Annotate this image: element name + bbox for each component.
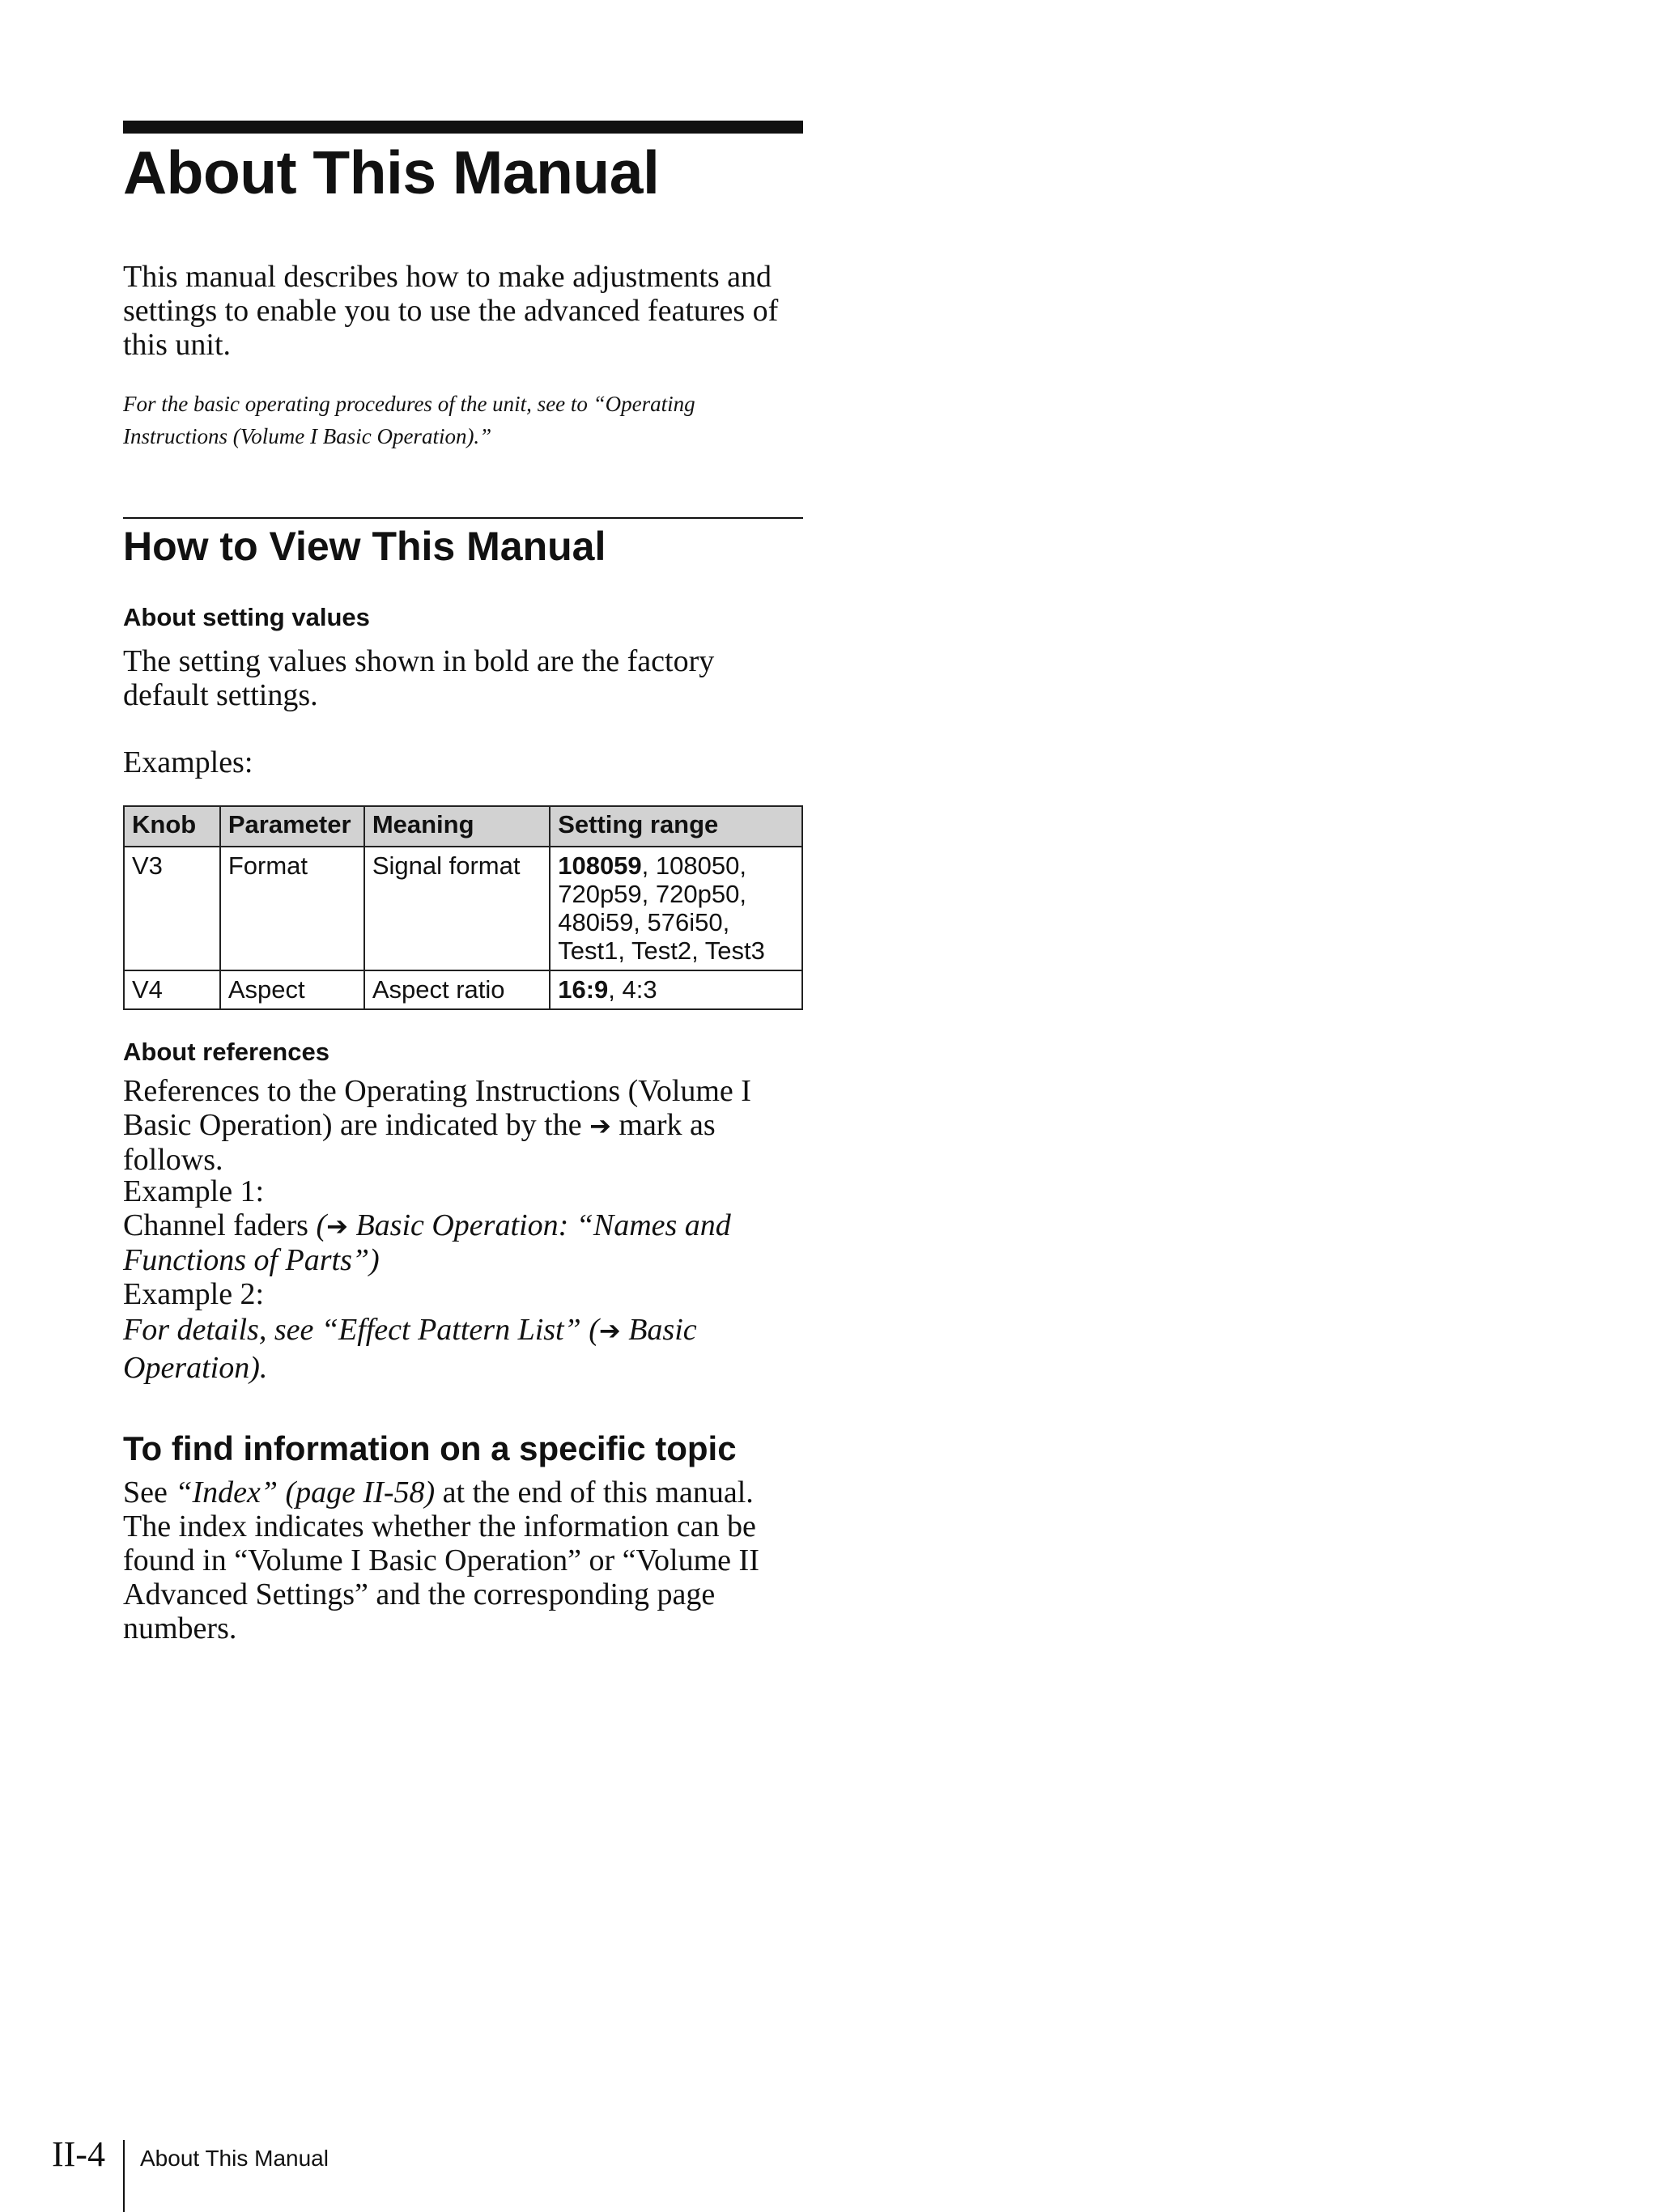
table-cell-parameter: Aspect	[220, 970, 364, 1009]
example2-label: Example 2:	[123, 1277, 265, 1311]
footer-label: About This Manual	[140, 2146, 329, 2171]
other-values: , 108050, 720p59, 720p50, 480i59, 576i50, Test1, Test2, Test3	[558, 851, 765, 965]
example1-text: Channel faders (➔ Basic Operation: “Names and Functions of Parts”)	[123, 1208, 731, 1277]
default-value: 16:9	[558, 975, 609, 1004]
table-row	[124, 970, 802, 1009]
table-cell-setting-range	[550, 847, 802, 970]
reference-arrow-icon: ➔	[598, 1315, 621, 1346]
table-header-setting-range: Setting range	[550, 806, 802, 847]
references-heading: About references	[123, 1038, 329, 1066]
topic-heading: To find information on a specific topic	[123, 1429, 737, 1467]
other-values: , 4:3	[608, 975, 657, 1004]
page-title: About This Manual	[123, 138, 660, 206]
examples-label: Examples:	[123, 745, 253, 779]
default-value: 108059	[558, 851, 642, 880]
section-title: How to View This Manual	[123, 524, 606, 569]
table-cell-meaning: Aspect ratio	[364, 970, 550, 1009]
table-header-knob: Knob	[124, 806, 220, 847]
example1-label: Example 1:	[123, 1174, 265, 1208]
table-cell-meaning: Signal format	[364, 847, 550, 970]
intro-paragraph: This manual describes how to make adjustments and settings to enable you to use the advanced features of this unit.	[123, 260, 779, 362]
table-row	[124, 847, 802, 970]
section-rule	[123, 517, 803, 519]
table-cell-knob: V4	[124, 970, 220, 1009]
reference-arrow-icon: ➔	[589, 1110, 611, 1141]
topic-text: See “Index” (page II-58) at the end of this manual. The index indicates whether the information can be found in “Volume I Basic Operation” or “Volume II Advanced Settings” and the corresponding page numbers.	[123, 1475, 759, 1645]
setting-values-paragraph: The setting values shown in bold are the factory default settings.	[123, 644, 715, 712]
references-paragraph: References to the Operating Instructions (Volume I Basic Operation) are indicated by the ➔ mark as follows.	[123, 1074, 751, 1177]
reference-arrow-icon: ➔	[326, 1211, 348, 1242]
example2-text: For details, see “Effect Pattern List” (➔ Basic Operation).	[123, 1313, 697, 1385]
index-reference: “Index” (page II-58)	[175, 1475, 436, 1509]
table-header-parameter: Parameter	[220, 806, 364, 847]
footer-divider	[123, 2140, 125, 2212]
table-cell-setting-range	[550, 970, 802, 1009]
table-header-meaning: Meaning	[364, 806, 550, 847]
title-rule	[123, 121, 803, 134]
setting-values-heading: About setting values	[123, 603, 370, 631]
reference-examples	[123, 1174, 803, 1386]
intro-note: For the basic operating procedures of the unit, see to “Operating Instructions (Volume I Basic Operation).”	[123, 392, 695, 448]
settings-table	[123, 805, 803, 1010]
table-header-row	[124, 806, 802, 847]
table-cell-knob: V3	[124, 847, 220, 970]
page-number: II-4	[52, 2134, 105, 2174]
table-cell-parameter: Format	[220, 847, 364, 970]
